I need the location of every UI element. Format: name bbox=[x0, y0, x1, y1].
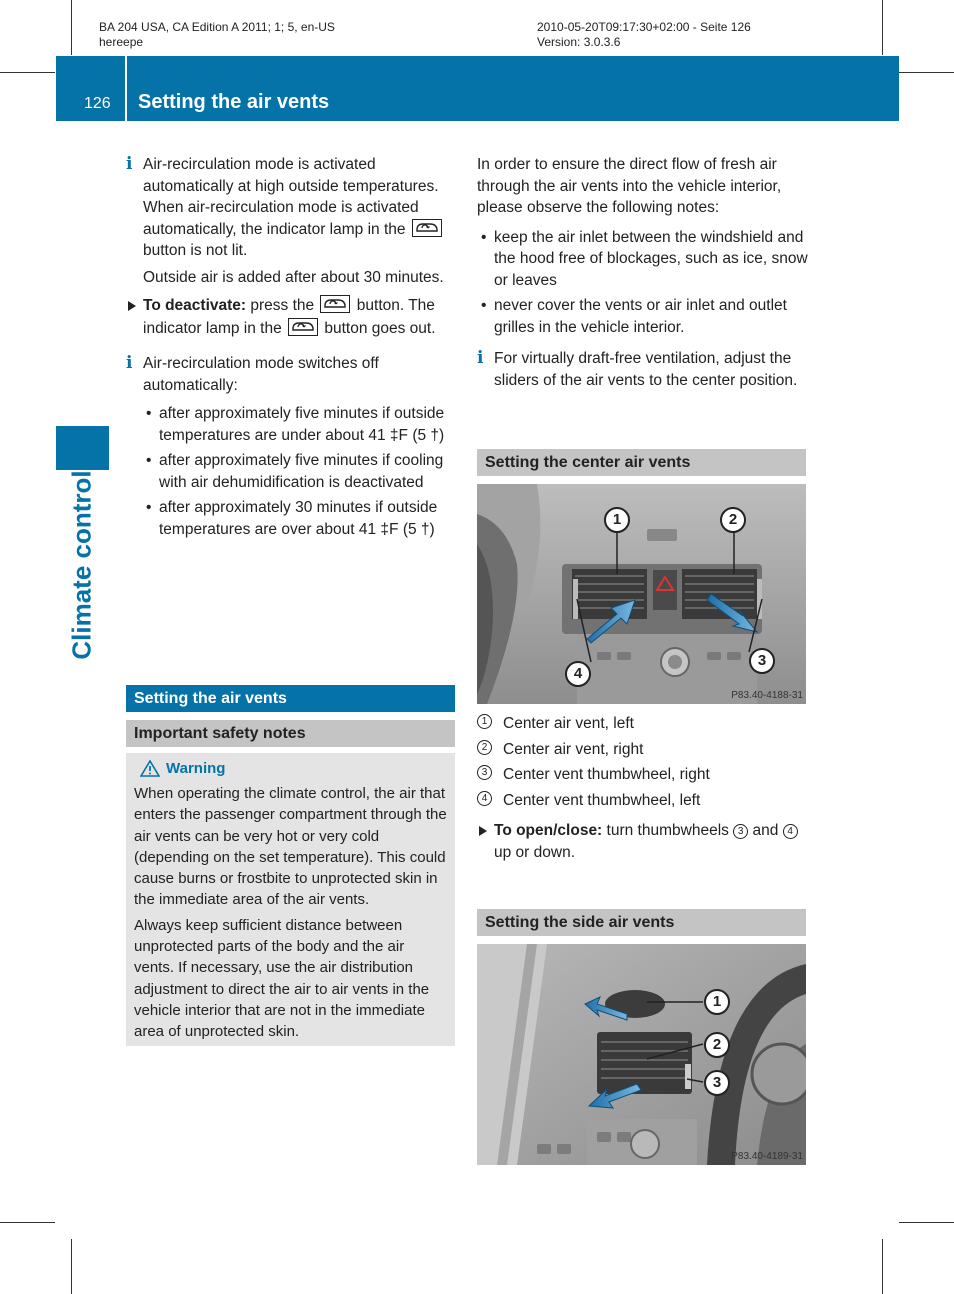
photo-code: P83.40-4189-31 bbox=[731, 1151, 803, 1162]
callout-2: 2 bbox=[704, 1032, 730, 1058]
crop-mark bbox=[882, 1239, 883, 1294]
list-item: • after approximately 30 minutes if outside temperatures are over about 41 ‡F (5 †) bbox=[146, 499, 438, 538]
info-icon: i bbox=[126, 154, 133, 174]
deactivate-step bbox=[126, 295, 457, 340]
recirculation-button-icon bbox=[412, 219, 442, 237]
warning-box bbox=[126, 753, 455, 1046]
subsection-heading-safety: Important safety notes bbox=[126, 720, 455, 747]
info-note-recirculation bbox=[126, 154, 457, 288]
list-item: • after approximately five minutes if cooling with air dehumidification is deactivated bbox=[146, 452, 444, 491]
header-divider bbox=[125, 56, 127, 121]
recirculation-button-icon bbox=[320, 295, 350, 313]
meta-timestamp: 2010-05-20T09:17:30+02:00 - Seite 126 bbox=[537, 20, 751, 34]
section-heading-air-vents: Setting the air vents bbox=[126, 685, 455, 712]
callout-3: 3 bbox=[704, 1070, 730, 1096]
subsection-heading-side-vents: Setting the side air vents bbox=[477, 909, 806, 936]
crop-mark bbox=[0, 1222, 55, 1223]
photo-code: P83.40-4188-31 bbox=[731, 690, 803, 701]
chapter-label: Climate control bbox=[66, 470, 97, 660]
warning-title: Warning bbox=[134, 758, 448, 780]
center-vents-legend bbox=[477, 711, 809, 865]
info-note-auto-off bbox=[126, 353, 457, 396]
page-number: 126 bbox=[84, 95, 111, 112]
crop-mark bbox=[0, 72, 55, 73]
meta-edition: BA 204 USA, CA Edition A 2011; 1; 5, en-US bbox=[99, 20, 335, 34]
legend-item: 3 Center vent thumbwheel, right bbox=[477, 762, 809, 788]
legend-item: 4 Center vent thumbwheel, left bbox=[477, 788, 809, 814]
open-close-step: To open/close: turn thumbwheels 3 and 4 up or down. bbox=[477, 820, 809, 865]
crop-mark bbox=[71, 1239, 72, 1294]
info-text: Air-recirculation mode is activated automatically at high outside temperatures. When air-recirculation mode is activated automatically, the indicator lamp in the button is not lit. bbox=[143, 154, 457, 262]
info-text: Air-recirculation mode switches off automatically: bbox=[143, 355, 379, 394]
list-item: • never cover the vents or air inlet and outlet grilles in the vehicle interior. bbox=[481, 297, 787, 336]
crop-mark bbox=[899, 1222, 954, 1223]
step-arrow-icon bbox=[128, 301, 136, 311]
meta-version: Version: 3.0.3.6 bbox=[537, 35, 621, 49]
callout-2: 2 bbox=[720, 507, 746, 533]
recirculation-button-icon bbox=[288, 318, 318, 336]
list-item: • after approximately five minutes if outside temperatures are under about 41 ‡F (5 †) bbox=[146, 405, 445, 444]
callout-3: 3 bbox=[749, 648, 775, 674]
page-header bbox=[56, 56, 899, 121]
page-title: Setting the air vents bbox=[138, 91, 330, 113]
info-note-draft-free: i For virtually draft-free ventilation, adjust the sliders of the air vents to the center position. bbox=[477, 348, 798, 389]
crop-mark bbox=[882, 0, 883, 55]
print-meta-right bbox=[537, 20, 751, 50]
info-text-extra: Outside air is added after about 30 minutes. bbox=[143, 268, 444, 286]
print-meta-left bbox=[99, 20, 335, 50]
center-vents-illustration bbox=[477, 484, 806, 704]
left-column bbox=[126, 154, 457, 540]
callout-4: 4 bbox=[565, 661, 591, 687]
deactivate-text: To deactivate: press the button. The indicator lamp in the button goes out. bbox=[143, 297, 436, 337]
warning-triangle-icon bbox=[140, 760, 160, 777]
chapter-tab-marker bbox=[56, 426, 109, 470]
right-column-top bbox=[477, 154, 809, 391]
info-icon: i bbox=[477, 348, 484, 368]
legend-item: 1 Center air vent, left bbox=[477, 711, 809, 737]
info-icon: i bbox=[126, 353, 133, 373]
crop-mark bbox=[71, 0, 72, 55]
list-item: • keep the air inlet between the windshield and the hood free of blockages, such as ice, snow or leaves bbox=[481, 228, 808, 289]
warning-text: When operating the climate control, the air that enters the passenger compartment through the air vents can be very hot or very cold (depending on the set temperature). This could cause burns or frostbite to unprotected skin in the immediate area of the air vents. bbox=[134, 785, 447, 909]
intro-paragraph: In order to ensure the direct flow of fresh air through the air vents into the vehicle interior, please observe the following notes: bbox=[477, 156, 782, 216]
step-arrow-icon bbox=[479, 826, 487, 836]
callout-1: 1 bbox=[704, 989, 730, 1015]
side-vents-illustration bbox=[477, 944, 806, 1165]
callout-1: 1 bbox=[604, 507, 630, 533]
crop-mark bbox=[899, 72, 954, 73]
warning-text: Always keep sufficient distance between unprotected parts of the body and the air vents. If necessary, use the air distribution adjustment to direct the air to air vents in the vehicle interior that are not in the immediate area of unprotected skin. bbox=[134, 916, 430, 1041]
meta-author: hereepe bbox=[99, 35, 144, 49]
subsection-heading-center-vents: Setting the center air vents bbox=[477, 449, 806, 476]
legend-item: 2 Center air vent, right bbox=[477, 737, 809, 763]
